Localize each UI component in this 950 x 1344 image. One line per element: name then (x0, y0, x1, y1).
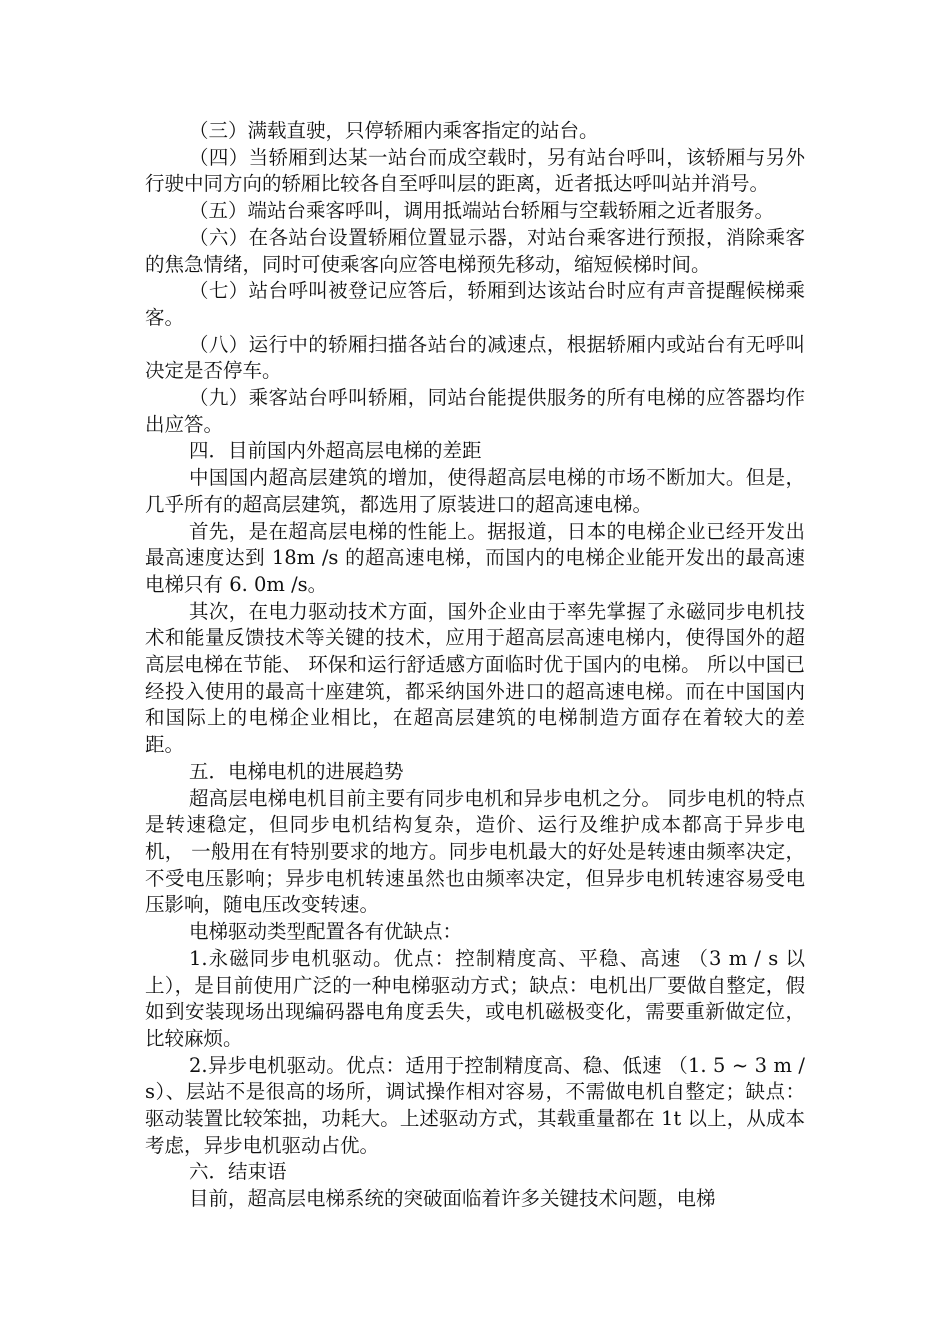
paragraph-drive-config: 电梯驱动类型配置各有优缺点： (189, 920, 463, 944)
paragraph-performance: 首先，是在超高层电梯的性能上。据报道，日本的电梯企业已经开发出最高速度达到 18m /s 的超高速电梯，而国内的电梯企业能开发出的最高速电梯只有 6. 0m /s。 (145, 519, 805, 596)
paragraph-item-7-sound-alert: （七）站台呼叫被登记应答后，轿厢到达该站台时应有声音提醒候梯乘客。 (145, 279, 805, 329)
paragraph-item-9-all-answer: （九）乘客站台呼叫轿厢，同站台能提供服务的所有电梯的应答器均作出应答。 (145, 386, 805, 436)
paragraph-conclusion: 目前，超高层电梯系统的突破面临着许多关键技术问题，电梯 (189, 1187, 716, 1211)
section-heading-4: 四．目前国内外超高层电梯的差距 (189, 439, 482, 463)
paragraph-item-4-empty-car: （四）当轿厢到达某一站台而成空载时，另有站台呼叫，该轿厢与另外行驶中同方向的轿厢比较各自至呼叫层的距离，近者抵达呼叫站并消号。 (145, 145, 805, 196)
paragraph-item-6-position-display: （六）在各站台设置轿厢位置显示器，对站台乘客进行预报，消除乘客的焦急情绪，同时可使乘客向应答电梯预先移动，缩短候梯时间。 (145, 225, 805, 276)
paragraph-drive-tech: 其次，在电力驱动技术方面，国外企业由于率先掌握了永磁同步电机技术和能量反馈技术等关键的技术，应用于超高层高速电梯内，使得国外的超高层电梯在节能、 环保和运行舒适感方面临时优于国内的电梯。 所以中国已经投入使用的最高十座建筑，都采纳国外进口的超高速电梯。而在中国国内和国际上的电梯企业相比，在超高层建筑的电梯制造方面存在着较大的差距。 (145, 599, 805, 757)
paragraph-item-8-deceleration-scan: （八）运行中的轿厢扫描各站台的减速点，根据轿厢内或站台有无呼叫决定是否停车。 (145, 332, 805, 383)
paragraph-item-3-full-load: （三）满载直驶，只停轿厢内乘客指定的站台。 (189, 119, 599, 142)
paragraph-item-5-end-station: （五）端站台乘客呼叫，调用抵端站台轿厢与空载轿厢之近者服务。 (189, 199, 775, 223)
paragraph-async-drive: 2.异步电机驱动。优点：适用于控制精度高、稳、低速 （1. 5 ~ 3 m / s）、层站不是很高的场所，调试操作相对容易，不需做电机自整定；缺点： 驱动装置比较笨拙，功耗大。上述驱动方式，其载重量都在 1t 以上，从成本考虑，异步电机驱动占优。 (145, 1053, 812, 1157)
paragraph-motor-types: 超高层电梯电机目前主要有同步电机和异步电机之分。 同步电机的特点是转速稳定，但同步电机结构复杂，造价、运行及维护成本都高于异步电机， 一般用在有特别要求的地方。同步电机最大的好处是转速由频率决定，不受电压影响；异步电机转速虽然也由频率决定，但异步电机转速容易受电压影响，随电压改变转速。 (145, 786, 805, 917)
paragraph-pm-sync-drive: 1.永磁同步电机驱动。优点：控制精度高、平稳、高速 （3 m / s 以上），是目前使用广泛的一种电梯驱动方式；缺点：电机出厂要做自整定，假如到安装现场出现编码器电角度丢失，或电机磁极变化，需要重新做定位，比较麻烦。 (145, 946, 805, 1050)
paragraph-market: 中国国内超高层建筑的增加，使得超高层电梯的市场不断加大。但是，几乎所有的超高层建筑，都选用了原装进口的超高速电梯。 (145, 466, 805, 516)
section-heading-6: 六．结束语 (189, 1160, 287, 1184)
section-heading-5: 五．电梯电机的进展趋势 (189, 759, 404, 783)
document-body (145, 118, 812, 1213)
